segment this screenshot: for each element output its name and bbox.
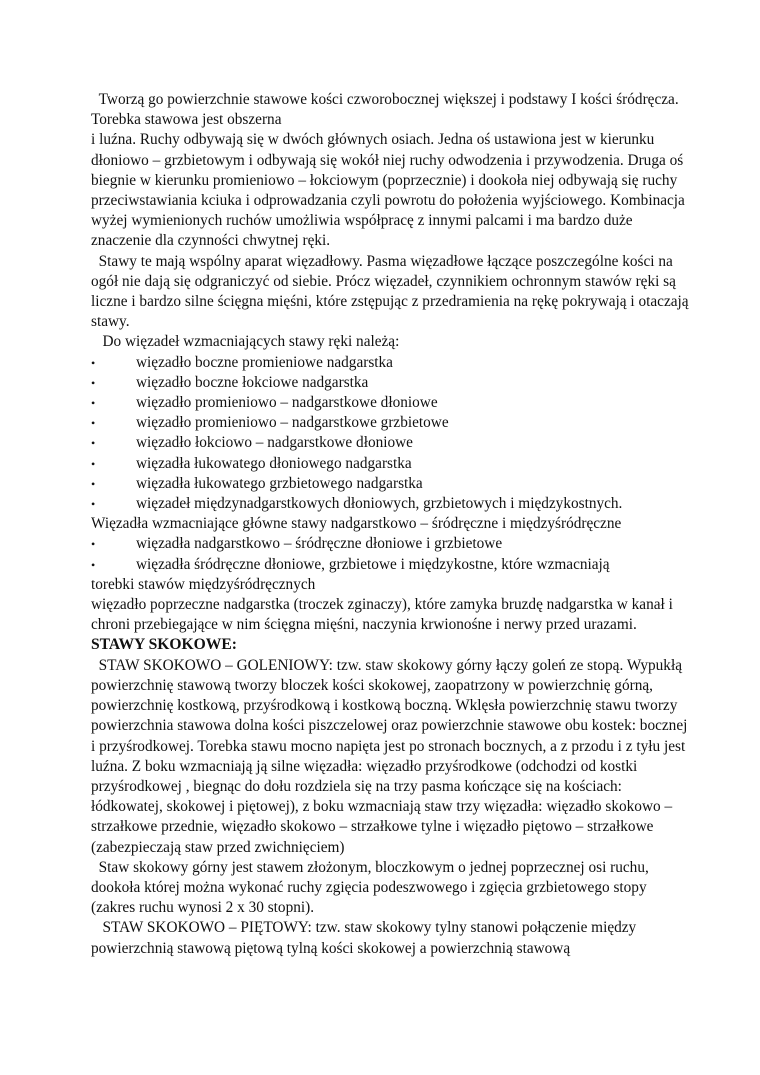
list-item-text: więzadło łokciowo – nadgarstkowe dłoniowe [136, 434, 413, 452]
bullet-icon: • [91, 416, 96, 431]
list-item-text: więzadła śródręczne dłoniowe, grzbietowe i międzykostne, które wzmacniają [136, 555, 610, 573]
bullet-icon: • [91, 396, 96, 411]
list-item [91, 373, 691, 393]
list-item-text: więzadła nadgarstkowo – śródręczne dłoniowe i grzbietowe [136, 535, 503, 553]
list-item-text: więzadło promieniowo – nadgarstkowe dłoniowe [136, 394, 438, 412]
list-item-text: więzadła łukowatego dłoniowego nadgarstka [136, 454, 412, 472]
list-item [91, 474, 691, 494]
list-item-text: więzadeł międzynadgarstkowych dłoniowych, grzbietowych i międzykostnych. [136, 495, 623, 513]
bullet-icon: • [91, 355, 96, 370]
carpometacarpal-ligaments-list [91, 534, 691, 574]
hand-ligaments-list [91, 353, 691, 515]
talocrural-joint-paragraph: STAW SKOKOWO – GOLENIOWY: tzw. staw skokowy górny łączy goleń ze stopą. Wypukłą powierzchnię stawową tworzy bloczek kości skokowej, zaopatrzony w powierzchnię górną, powierzchnię kostkową, przyśrodkową i kostkową boczną. Wklęsła powierzchnię stawu tworzy powierzchnia stawowa dolna kości piszczelowej oraz powierzchnie stawowe obu kostek: bocznej i przyśrodkowej. Torebka stawu mocno napięta jest po stronach bocznych, a z przodu i z tyłu jest luźna. Z boku wzmacniają ją silne więzadła: więzadło przyśrodkowe (odchodzi od kostki przyśrodkowej , biegnąc do dołu rozdziela się na trzy pasma kończące się na kościach: łódkowatej, skokowej i piętowej), z boku wzmacniają staw trzy więzadła: więzadło skokowo – strzałkowe przednie, więzadło skokowo – strzałkowe tylne i więzadło piętowo – strzałkowe (zabezpieczają staw przed zwichnięciem) [91, 656, 692, 856]
bullet-continuation-line: torebki stawów międzyśródręcznych [91, 575, 316, 593]
ligament-apparatus-paragraph: Stawy te mają wspólny aparat więzadłowy. Pasma więzadłowe łączące poszczególne kości na ogół nie dają się odgraniczyć od siebie. Prócz więzadeł, czynnikiem ochronnym stawów ręki są liczne i bardzo silne ścięgna mięśni, które zstępując z przedramienia na rękę pokrywają i otaczają stawy. [91, 252, 693, 331]
intro-paragraph-part-1: Tworzą go powierzchnie stawowe kości czworobocznej większej i podstawy I kości śródręcza. Torebka stawowa jest obszerna [91, 91, 683, 129]
list-item-text: więzadło boczne promieniowe nadgarstka [136, 353, 393, 371]
list-item-text: więzadło promieniowo – nadgarstkowe grzbietowe [136, 414, 449, 432]
list-item [91, 534, 691, 554]
list-item-text: więzadło boczne łokciowe nadgarstka [136, 373, 369, 391]
list-item [91, 454, 691, 474]
bullet-icon: • [91, 557, 96, 572]
bullet-icon: • [91, 456, 96, 471]
transverse-ligament-paragraph: więzadło poprzeczne nadgarstka (troczek zginaczy), które zamyka bruzdę nadgarstka w kanał i chroni przebiegające w nim ścięgna mięśni, naczynia krwionośne i nerwy przed urazami. [91, 596, 677, 634]
carpometacarpal-ligaments-title: Więzadła wzmacniające główne stawy nadgarstkowo – śródręczne i międzyśródręczne [91, 515, 622, 533]
list-item [91, 393, 691, 413]
bullet-icon: • [91, 436, 96, 451]
subtalar-joint-paragraph: STAW SKOKOWO – PIĘTOWY: tzw. staw skokowy tylny stanowi połączenie między powierzchnią stawową piętową tylną kości skokowej a powierzchnią stawową [91, 919, 641, 957]
list-item-text: więzadła łukowatego grzbietowego nadgarstka [136, 474, 423, 492]
list-item [91, 494, 691, 514]
intro-paragraph-part-2: i luźna. Ruchy odbywają się w dwóch głównych osiach. Jedna oś ustawiona jest w kierunku dłoniowo – grzbietowym i odbywają się wokół niej ruchy odwodzenia i przywodzenia. Druga oś biegnie w kierunku promieniowo – łokciowym (poprzecznie) i dookoła niej odbywają się ruchy przeciwstawiania kciuka i odprowadzania czyli powrotu do położenia wyjściowego. Kombinacja wyżej wymienionych ruchów umożliwia współpracę z innymi palcami i ma bardzo duże znaczenie dla czynności chwytnej ręki. [91, 131, 689, 250]
bullet-icon: • [91, 476, 96, 491]
document-body [91, 90, 691, 959]
bullet-icon: • [91, 497, 96, 512]
bullet-icon: • [91, 537, 96, 552]
list-item [91, 353, 691, 373]
list-item [91, 413, 691, 433]
bullet-icon: • [91, 375, 96, 390]
list-item [91, 555, 691, 575]
section-heading: STAWY SKOKOWE: [91, 636, 237, 654]
upper-ankle-joint-paragraph: Staw skokowy górny jest stawem złożonym, bloczkowym o jednej poprzecznej osi ruchu, dookoła której można wykonać ruchy zgięcia podeszwowego i zgięcia grzbietowego stopy (zakres ruchu wynosi 2 x 30 stopni). [91, 858, 653, 917]
list-item [91, 433, 691, 453]
ligament-list-intro: Do więzadeł wzmacniających stawy ręki należą: [91, 333, 400, 351]
